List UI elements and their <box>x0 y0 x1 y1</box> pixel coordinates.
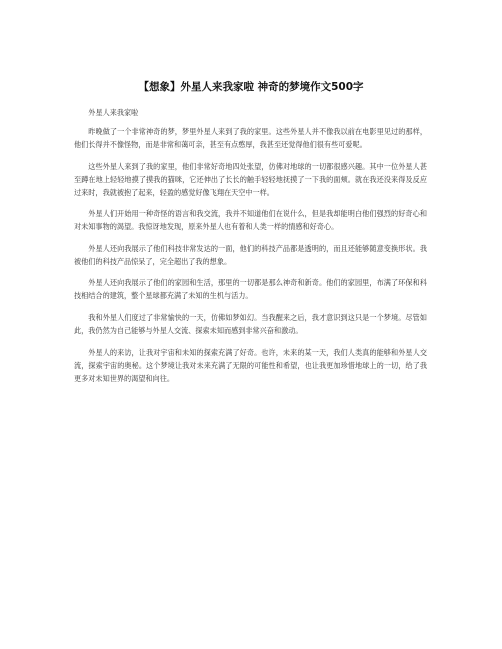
paragraph: 我和外星人们度过了非常愉快的一天，仿佛如梦如幻。当我醒来之后，我才意识到这只是一个梦境。尽管如此，我仍然为自己能够与外星人交流、探索未知而感到非常兴奋和激动。 <box>74 312 427 335</box>
document-title: 【想象】外星人来我家啦 神奇的梦境作文500字 <box>138 81 364 93</box>
paragraph: 外星人们开始用一种奇怪的语言和我交流，我并不知道他们在说什么，但是我却能明白他们强烈的好奇心和对未知事物的渴望。我惊讶地发现，原来外星人也有着和人类一样的情感和好奇心。 <box>74 209 427 232</box>
paragraph: 昨晚做了一个非常神奇的梦，梦里外星人来到了我的家里。这些外星人并不像我以前在电影里见过的那样，他们长得并不像怪物，而是非常和蔼可亲，甚至有点憨厚，我甚至还觉得他们很有些可爱呢。 <box>74 127 427 149</box>
paragraph: 外星人还向我展示了他们的家园和生活，那里的一切都是那么神奇和新奇。他们的家园里，布满了环保和科技相结合的建筑，整个星球都充满了未知的生机与活力。 <box>74 278 427 301</box>
paragraph: 这些外星人来到了我的家里，他们非常好奇地四处张望，仿佛对地球的一切都很感兴趣。其中一位外星人甚至蹲在地上轻轻地摸了摸我的猫咪，它还伸出了长长的触手轻轻地抚摸了一下我的面颊。就在我还没来得及反应过来时，我就被抱了起来，轻盈的感觉好像飞翔在天空中一样。 <box>74 161 427 197</box>
paragraph: 外星人还向我展示了他们科技非常发达的一面，他们的科技产品都是透明的，而且还能够随意变换形状。我被他们的科技产品惊呆了，完全超出了我的想象。 <box>74 243 427 266</box>
paragraph-subtitle: 外星人来我家啦 <box>88 108 139 117</box>
paragraph: 外星人的来访，让我对宇宙和未知的探索充满了好奇。也许，未来的某一天，我们人类真的能够和外星人交流，探索宇宙的奥秘。这个梦境让我对未来充满了无限的可能性和希望，也让我更加珍惜地球上的一切，给了我更多对未知世界的渴望和向往。 <box>74 347 427 383</box>
document-body <box>74 106 427 393</box>
